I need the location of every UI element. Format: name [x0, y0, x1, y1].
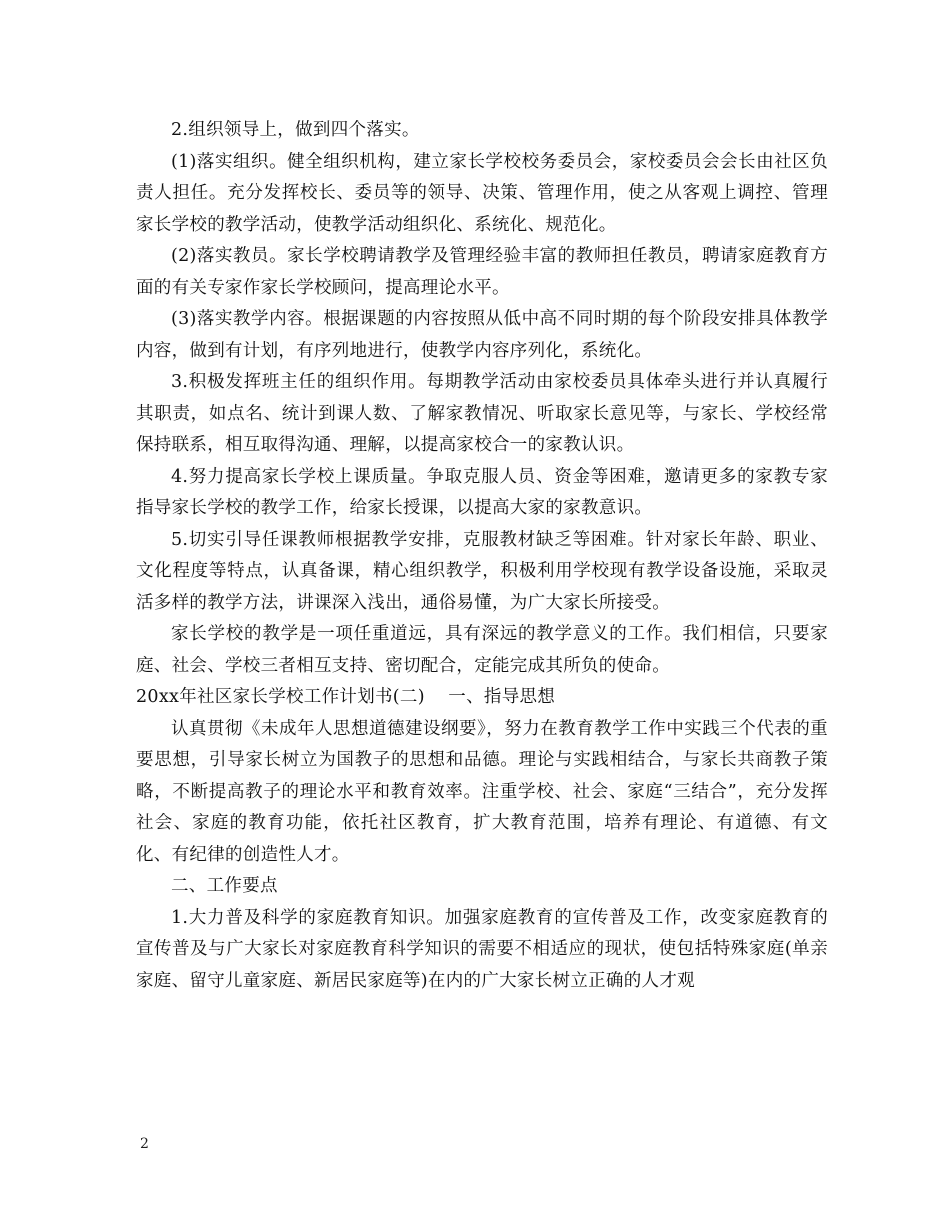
- paragraph: 家长学校的教学是一项任重道远，具有深远的教学意义的工作。我们相信，只要家庭、社会、学校三者相互支持、密切配合，定能完成其所负的使命。: [136, 624, 828, 676]
- paragraph: (1)落实组织。健全组织机构，建立家长学校校务委员会，家校委员会会长由社区负责人担任。充分发挥校长、委员等的领导、决策、管理作用，使之从客观上调控、管理家长学校的教学活动，使教学活动组织化、系统化、规范化。: [136, 151, 828, 235]
- paragraph: (3)落实教学内容。根据课题的内容按照从低中高不同时期的每个阶段安排具体教学内容，做到有计划，有序列地进行，使教学内容序列化，系统化。: [136, 309, 828, 361]
- paragraph: 4.努力提高家长学校上课质量。争取克服人员、资金等困难，邀请更多的家教专家指导家长学校的教学工作，给家长授课，以提高大家的家教意识。: [136, 466, 828, 518]
- document-body: [136, 115, 828, 997]
- page-number: 2: [140, 1136, 149, 1152]
- paragraph: 认真贯彻《未成年人思想道德建设纲要》，努力在教育教学工作中实践三个代表的重要思想，引导家长树立为国教子的思想和品德。理论与实践相结合，与家长共商教子策略，不断提高教子的理论水平和教育效率。注重学校、社会、家庭“三结合”，充分发挥社会、家庭的教育功能，依托社区教育，扩大教育范围，培养有理论、有道德、有文化、有纪律的创造性人才。: [136, 718, 828, 865]
- paragraph: 5.切实引导任课教师根据教学安排，克服教材缺乏等困难。针对家长年龄、职业、文化程度等特点，认真备课，精心组织教学，积极利用学校现有教学设备设施，采取灵活多样的教学方法，讲课深入浅出，通俗易懂，为广大家长所接受。: [136, 529, 828, 613]
- paragraph: 1.大力普及科学的家庭教育知识。加强家庭教育的宣传普及工作，改变家庭教育的宣传普及与广大家长对家庭教育科学知识的需要不相适应的现状，使包括特殊家庭(单亲家庭、留守儿童家庭、新居民家庭等)在内的广大家长树立正确的人才观: [136, 907, 828, 991]
- paragraph: 2.组织领导上，做到四个落实。: [171, 120, 420, 140]
- paragraph: (2)落实教员。家长学校聘请教学及管理经验丰富的教师担任教员，聘请家庭教育方面的有关专家作家长学校顾问，提高理论水平。: [136, 246, 828, 298]
- section-heading: 二、工作要点: [171, 876, 278, 896]
- section-heading-line: 20xx年社区家长学校工作计划书(二) 一、指导思想: [136, 687, 556, 707]
- paragraph: 3.积极发挥班主任的组织作用。每期教学活动由家校委员具体牵头进行并认真履行其职责，如点名、统计到课人数、了解家教情况、听取家长意见等，与家长、学校经常保持联系，相互取得沟通、理解，以提高家校合一的家教认识。: [136, 372, 828, 455]
